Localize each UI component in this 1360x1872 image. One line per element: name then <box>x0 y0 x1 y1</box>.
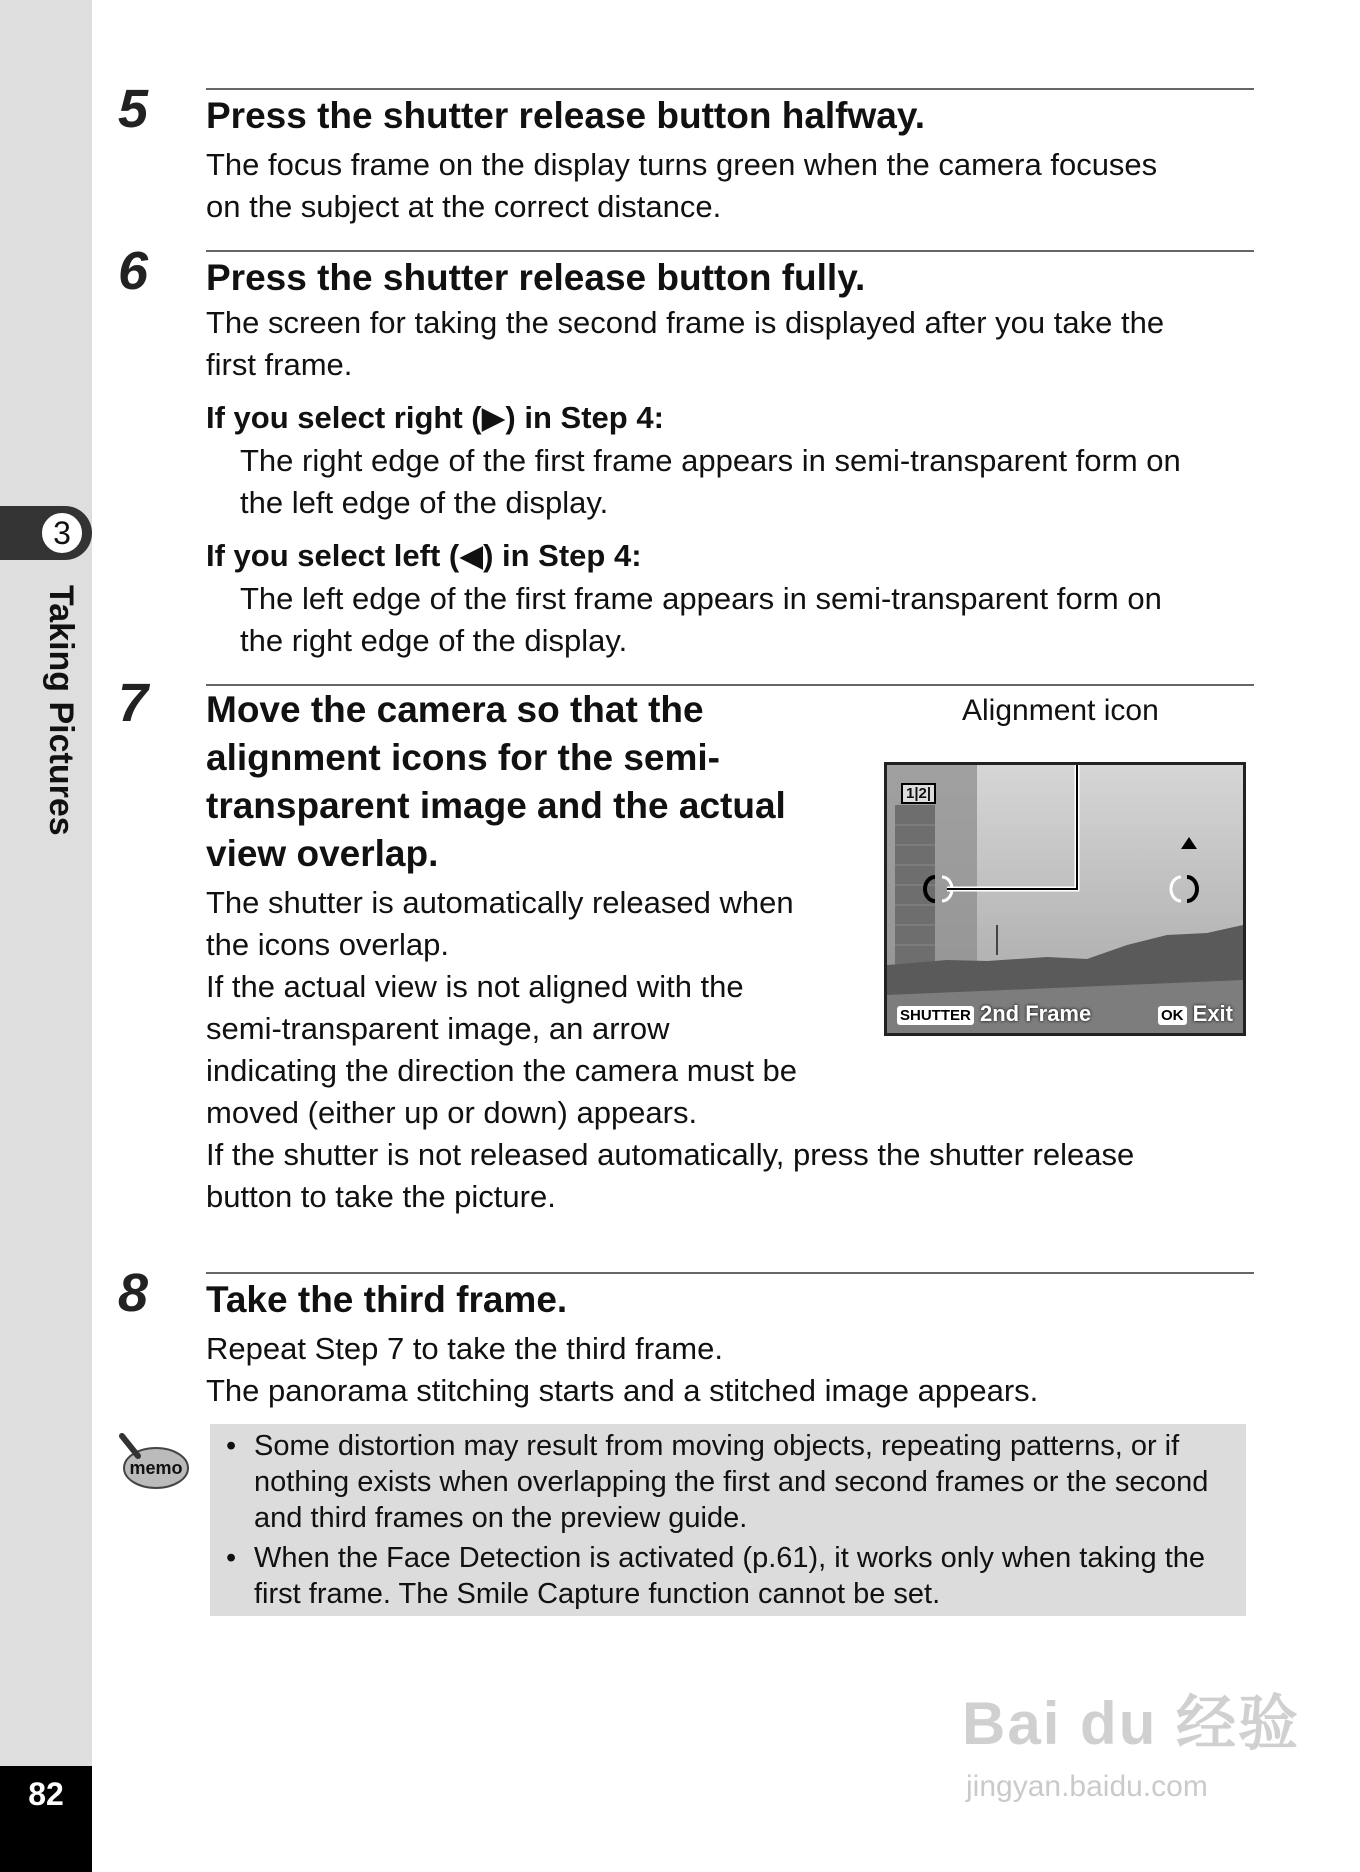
step-text-line: The panorama stitching starts and a stitched image appears. <box>206 1373 1039 1408</box>
step-text-line: The focus frame on the display turns green when the camera focuses <box>206 147 1158 182</box>
exit-label: Exit <box>1192 1001 1233 1026</box>
page-number: 82 <box>28 1776 64 1812</box>
step-text-line: If the shutter is not released automatically, press the shutter release <box>206 1137 1135 1172</box>
step-title: Press the shutter release button fully. <box>206 257 866 298</box>
step-text-line: semi-transparent image, an arrow <box>206 1011 670 1046</box>
step-number: 8 <box>118 1263 149 1323</box>
ok-badge: OK <box>1158 1006 1187 1025</box>
sub-heading-right: If you select right (▶) in Step 4: <box>206 400 664 435</box>
shutter-badge: SHUTTER <box>897 1006 974 1025</box>
chapter-number: 3 <box>40 511 84 555</box>
sub-text-line: the right edge of the display. <box>240 623 628 658</box>
step-title-line: alignment icons for the semi- <box>206 737 720 778</box>
step-text-line: the icons overlap. <box>206 927 449 962</box>
shutter-hint <box>897 1001 1091 1027</box>
sub-text-line: the left edge of the display. <box>240 485 609 520</box>
camera-screen-scene <box>887 765 1243 1033</box>
memo-list <box>226 1428 1236 1616</box>
step-title-line: transparent image and the actual <box>206 785 786 826</box>
sub-text-line: The left edge of the first frame appears in semi-transparent form on <box>240 581 1162 616</box>
step-text-line: indicating the direction the camera must be <box>206 1053 798 1088</box>
step-divider <box>206 250 1254 252</box>
alignment-icon-callout: Alignment icon <box>962 694 1159 727</box>
sidebar <box>0 0 92 1872</box>
step-text-line: button to take the picture. <box>206 1179 556 1214</box>
step-text-line: Repeat Step 7 to take the third frame. <box>206 1331 723 1366</box>
memo-item: • Some distortion may result from moving objects, repeating patterns, or if nothing exists when overlapping the first and second frames or the second and third frames on the preview guide. <box>226 1428 1236 1536</box>
step-title: Press the shutter release button halfway. <box>206 95 925 136</box>
sub-heading-left: If you select left (◀) in Step 4: <box>206 538 642 573</box>
step-text-line: on the subject at the correct distance. <box>206 189 722 224</box>
sub-text-line: The right edge of the first frame appears in semi-transparent form on <box>240 443 1181 478</box>
step-title-line: Move the camera so that the <box>206 689 704 730</box>
exit-hint <box>1158 1001 1233 1027</box>
step-text-line: moved (either up or down) appears. <box>206 1095 698 1130</box>
step-number: 7 <box>118 673 149 733</box>
step-number: 6 <box>118 241 149 301</box>
chapter-title: Taking Pictures <box>42 585 80 836</box>
step-divider <box>206 1272 1254 1274</box>
step-text-line: The screen for taking the second frame is displayed after you take the <box>206 305 1165 340</box>
step-title: Take the third frame. <box>206 1279 568 1320</box>
camera-screen <box>884 762 1246 1036</box>
step-number: 5 <box>118 79 149 139</box>
step-divider <box>206 88 1254 90</box>
step-text-line: If the actual view is not aligned with the <box>206 969 744 1004</box>
memo-icon <box>118 1432 190 1492</box>
baidu-watermark: Bai du 经验 <box>962 1690 1301 1757</box>
step-text-line: The shutter is automatically released when <box>206 885 794 920</box>
frame-indicator: 1|2| <box>901 783 936 804</box>
memo-item: • When the Face Detection is activated (p.61), it works only when taking the first frame. The Smile Capture function cannot be set. <box>226 1540 1236 1612</box>
frame-label: 2nd Frame <box>979 1001 1092 1026</box>
step-text-line: first frame. <box>206 347 353 382</box>
step-title-line: view overlap. <box>206 833 439 874</box>
memo-icon-label: memo <box>129 1458 183 1478</box>
baidu-watermark-url: jingyan.baidu.com <box>966 1770 1208 1803</box>
